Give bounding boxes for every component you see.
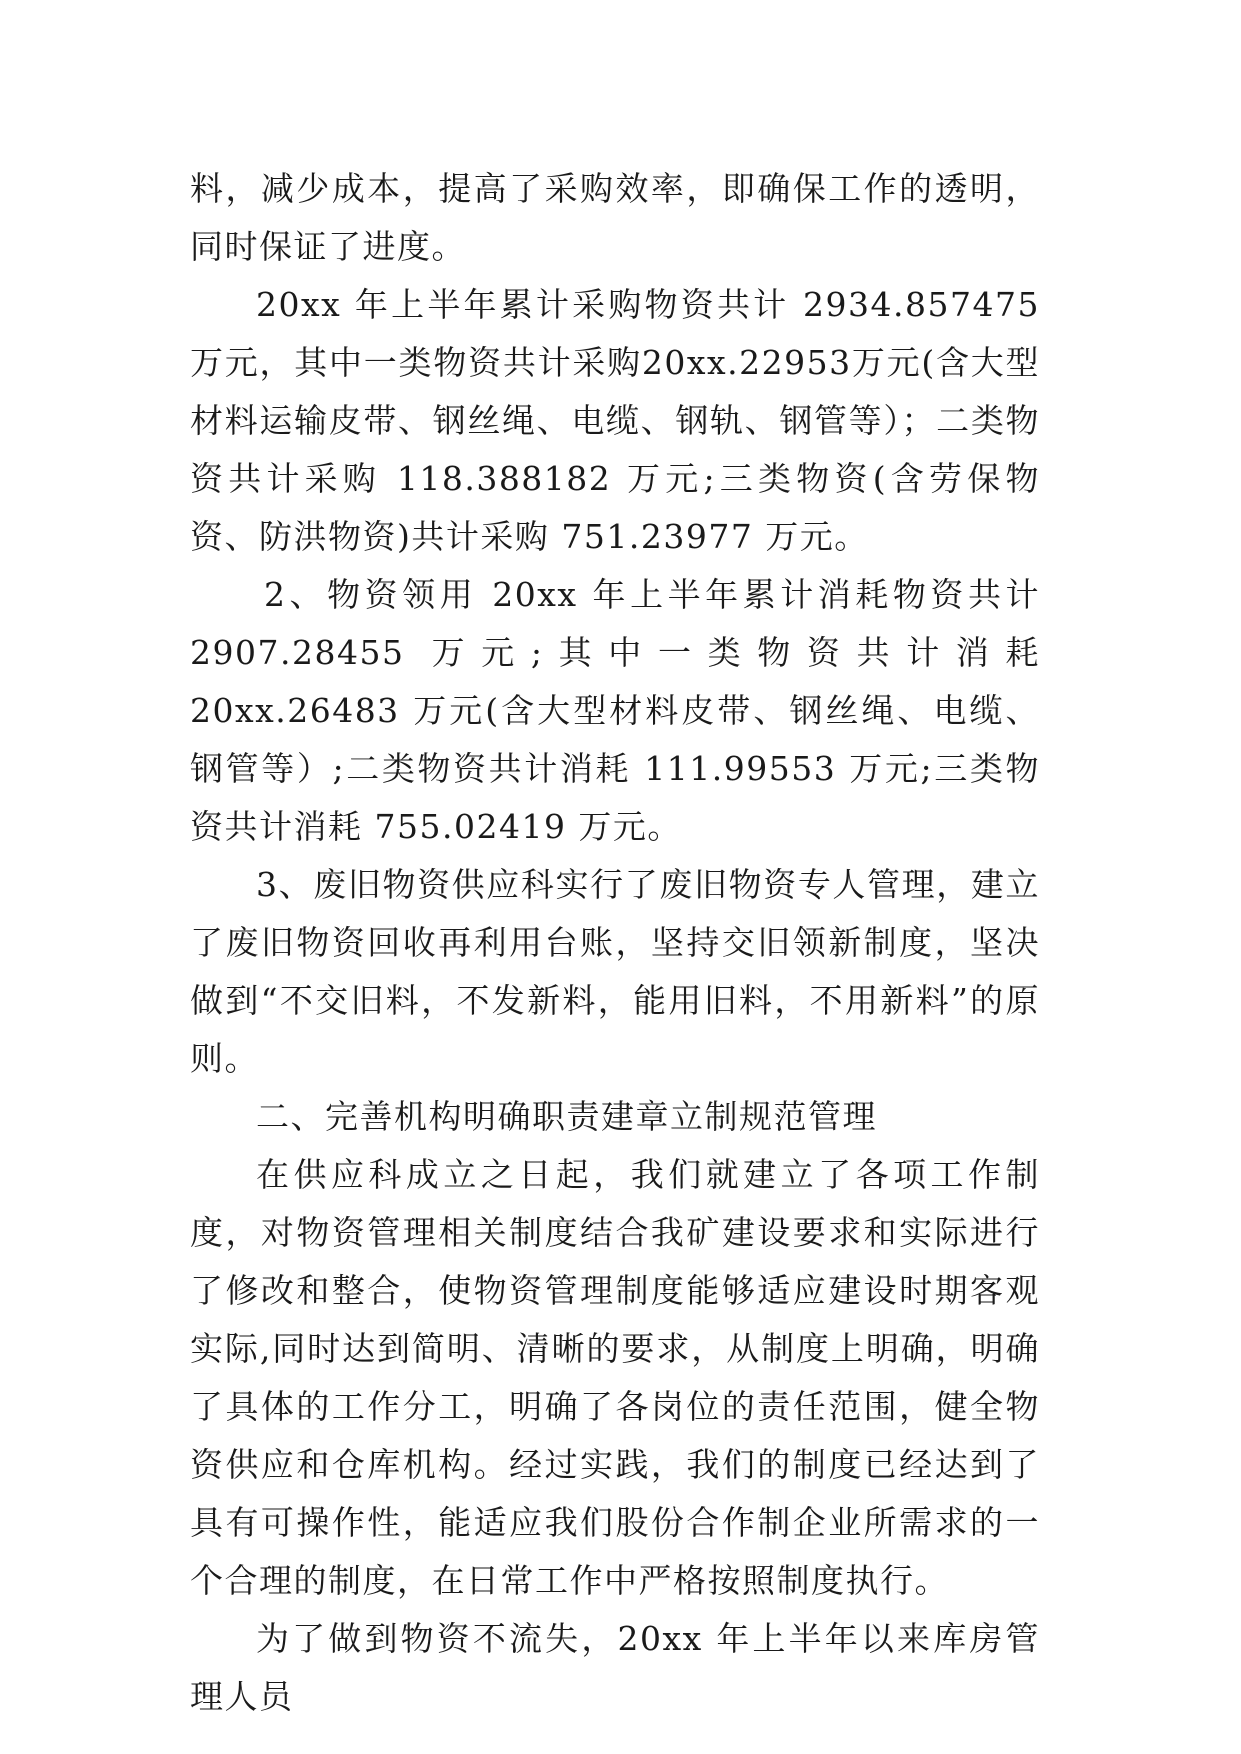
paragraph-regulations: 在供应科成立之日起，我们就建立了各项工作制度，对物资管理相关制度结合我矿建设要求和实际进行了修改和整合，使物资管理制度能够适应建设时期客观实际,同时达到简明、清晰的要求，从制度上明确，明确了具体的工作分工，明确了各岗位的责任范围，健全物资供应和仓库机构。经过实践，我们的制度已经达到了具有可操作性，能适应我们股份合作制企业所需求的一个合理的制度，在日常工作中严格按照制度执行。 [190, 1155, 1040, 1600]
document-body [190, 160, 1040, 1726]
paragraph-scrap-materials: 3、废旧物资供应科实行了废旧物资专人管理，建立了废旧物资回收再利用台账，坚持交旧领新制度，坚决做到“不交旧料，不发新料，能用旧料，不用新料”的原则。 [190, 865, 1040, 1078]
paragraph-continuation: 料，减少成本，提高了采购效率，即确保工作的透明，同时保证了进度。 [190, 169, 1040, 266]
paragraph-material-usage: 2、物资领用 20xx 年上半年累计消耗物资共计 2907.28455 万元;其中一类物资共计消耗 20xx.26483 万元(含大型材料皮带、钢丝绳、电缆、钢管等）;二类物资共计消耗 111.99553 万元;三类物资共计消耗 755.02419 万元。 [190, 575, 1040, 846]
paragraph-warehouse: 为了做到物资不流失，20xx 年上半年以来库房管理人员 [190, 1619, 1040, 1716]
paragraph-procurement-summary: 20xx 年上半年累计采购物资共计 2934.857475 万元，其中一类物资共计采购20xx.22953万元(含大型材料运输皮带、钢丝绳、电缆、钢轨、钢管等）；二类物资共计采购 118.388182 万元;三类物资(含劳保物资、防洪物资)共计采购 751.23977 万元。 [190, 285, 1040, 556]
section-heading: 二、完善机构明确职责建章立制规范管理 [256, 1097, 877, 1136]
